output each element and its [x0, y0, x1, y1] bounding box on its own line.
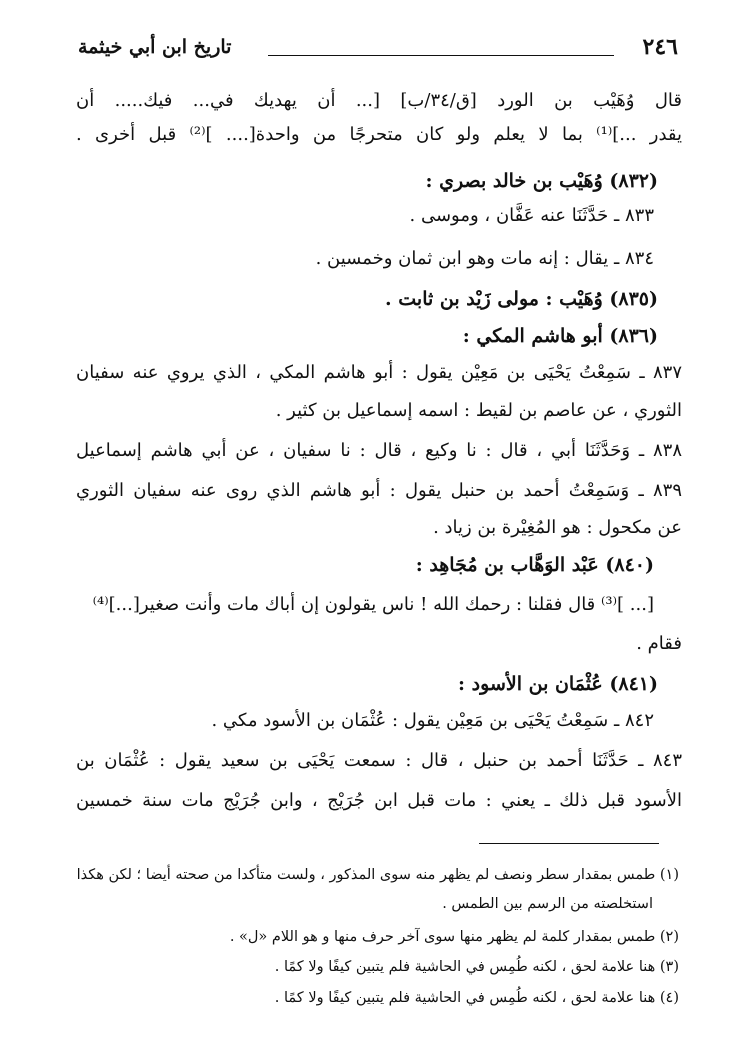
footnote-line: (١) طمس بمقدار سطر ونصف لم يظهر منه سوى المذكور ، ولست متأكدا من صحته أيضا ؛ لكن هكذا: [76, 867, 679, 883]
footnote-line: (٢) طمس بمقدار كلمة لم يظهر منها سوى آخر حرف منها و هو اللام «ل» .: [229, 929, 679, 945]
entry-heading: (٨٤٠) عَبْد الوَهَّاب بن مُجَاهِد :: [415, 554, 654, 576]
running-title: تاريخ ابن أبي خيثمة: [78, 36, 232, 58]
text-line: ٨٤٢ ـ سَمِعْتُ يَحْيَى بن مَعِيْن يقول : عُثْمَان بن الأسود مكي .: [211, 710, 654, 731]
text-line: ٨٣٧ ـ سَمِعْتُ يَحْيَى بن مَعِيْن يقول : أبو هاشم المكي ، الذي يروي عنه سفيان: [76, 362, 682, 383]
text-line: ٨٣٤ ـ يقال : إنه مات وهو ابن ثمان وخمسين .: [315, 248, 654, 269]
entry-heading: (٨٣٢) وُهَيْب بن خالد بصري :: [425, 170, 658, 192]
text-line: قال وُهَيْب بن الورد [ق/٣٤/ب] [... أن يهديك في... فيك..... أن: [76, 90, 682, 111]
footnote-rule: [479, 843, 659, 844]
entry-heading: (٨٣٦) أبو هاشم المكي :: [462, 325, 658, 347]
text-line: الثوري ، عن عاصم بن لقيط : اسمه إسماعيل بن كثير .: [275, 400, 682, 421]
entry-heading: (٨٣٥) وُهَيْب : مولى زَيْد بن ثابت .: [385, 288, 658, 310]
entry-heading: (٨٤١) عُثْمَان بن الأسود :: [458, 673, 658, 695]
footnote-line: (٤) هنا علامة لحق ، لكنه طُمِس في الحاشية فلم يتبين كيفًا ولا كمًا .: [274, 990, 679, 1006]
page-number: ٢٤٦: [642, 34, 678, 60]
footnote-line: استخلصته من الرسم بين الطمس .: [442, 896, 653, 912]
text-line: عن مكحول : هو المُغِيْرة بن زياد .: [433, 517, 682, 538]
text-line: ٨٣٩ ـ وَسَمِعْتُ أحمد بن حنبل يقول : أبو هاشم الذي روى عنه سفيان الثوري: [76, 480, 682, 501]
header-rule: [268, 55, 614, 56]
text-line: الأسود قبل ذلك ـ يعني : مات قبل ابن جُرَيْج ، وابن جُرَيْج مات سنة خمسين: [76, 790, 682, 811]
page-header: [78, 34, 678, 64]
text-line: [... ]⁽³⁾ قال فقلنا : رحمك الله ! ناس يقولون إن أباك مات وأنت صغير[...]⁽⁴⁾: [92, 594, 654, 615]
text-line: ٨٣٣ ـ حَدَّثَنَا عنه عَفَّان ، وموسى .: [409, 205, 654, 226]
text-line: يقدر ...]⁽¹⁾ بما لا يعلم ولو كان متحرجًا من واحدة[.... ]⁽²⁾ قبل أخرى .: [76, 124, 682, 145]
text-line: ٨٣٨ ـ وَحَدَّثَنَا أبي ، قال : نا وكيع ، قال : نا سفيان ، عن أبي هاشم إسماعيل: [76, 440, 682, 461]
text-line: ٨٤٣ ـ حَدَّثَنَا أحمد بن حنبل ، قال : سمعت يَحْيَى بن سعيد يقول : عُثْمَان بن: [76, 750, 682, 771]
footnote-line: (٣) هنا علامة لحق ، لكنه طُمِس في الحاشية فلم يتبين كيفًا ولا كمًا .: [274, 959, 679, 975]
text-line: فقام .: [636, 633, 682, 654]
